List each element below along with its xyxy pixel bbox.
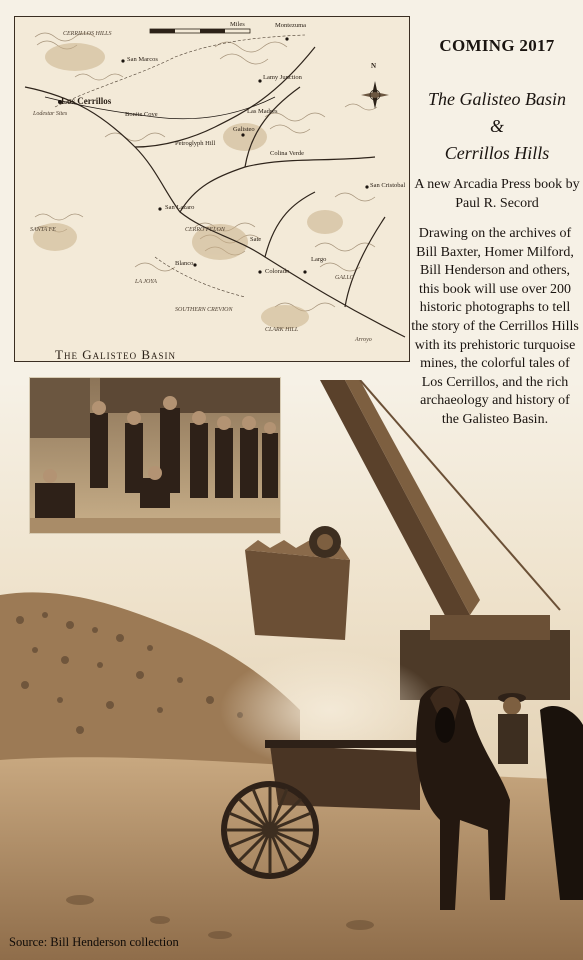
book-byline: A new Arcadia Press book by Paul R. Secord [414, 177, 580, 211]
label-cerro-pelon: CERRO PELON [185, 227, 225, 233]
label-clark-hill: CLARK HILL [265, 327, 299, 333]
label-bonite-cove: Bonite Cove [125, 111, 158, 118]
label-blanco: Blanco [175, 260, 194, 267]
label-gallo: GALLO [335, 275, 355, 281]
group-photo-drawing [30, 378, 280, 533]
label-galisteo: Galisteo [233, 126, 255, 133]
book-title [414, 86, 580, 167]
scale-bar [150, 29, 250, 33]
book-title-line1: The Galisteo Basin [428, 89, 566, 109]
label-san-lazaro: San Lazaro [165, 204, 195, 211]
miners-group-photo [30, 378, 280, 533]
label-san-marcos: San Marcos [127, 56, 158, 63]
book-title-ampersand: & [489, 116, 504, 136]
label-la-joya: LA JOYA [135, 279, 157, 285]
label-san-cristobal: San Cristobal [370, 182, 406, 189]
label-las-madres: Las Madres [247, 108, 278, 115]
wagon-wheel-icon [224, 784, 316, 876]
label-arroyo: Arroyo [355, 337, 372, 343]
label-petroglyph-hill: Petroglyph Hill [175, 140, 216, 147]
label-lodestar-sites: Lodestar Sites [33, 111, 68, 117]
map-title: The Galisteo Basin [55, 347, 176, 362]
book-title-line2: Cerrillos Hills [444, 143, 550, 163]
label-colorado: Colorado [265, 268, 290, 275]
coming-heading: COMING 2017 [439, 36, 555, 55]
label-largo: Largo [311, 256, 327, 263]
galisteo-basin-map [14, 16, 410, 362]
compass-letter: N [371, 62, 377, 70]
label-lamy-junction: Lamy Junction [263, 74, 302, 81]
label-los-cerrillos: Los Cerrillos [61, 96, 112, 106]
label-sate: Sate [250, 236, 262, 243]
label-montezuma: Montezuma [275, 22, 307, 29]
compass-rose-icon [361, 81, 389, 109]
book-description: Drawing on the archives of Bill Baxter, Homer Milford, Bill Henderson and others, this book will use over 200 historic photographs to tell the story of the Cerrillos Hills with its prehistoric turquoise mines, the colorful tales of Los Cerrillos, and the rich archaeology and history of the Galisteo Basin. [411, 226, 579, 427]
source-credit: Source: Bill Henderson collection [9, 935, 179, 949]
label-colina-verde: Colina Verde [270, 150, 304, 157]
scale-label: Miles [230, 21, 245, 28]
label-cerrillos-hills: CERRILLOS HILLS [63, 31, 112, 37]
label-southern-crevion: SOUTHERN CREVION [175, 307, 233, 313]
label-santa-fe: SANTA FE [30, 227, 56, 233]
